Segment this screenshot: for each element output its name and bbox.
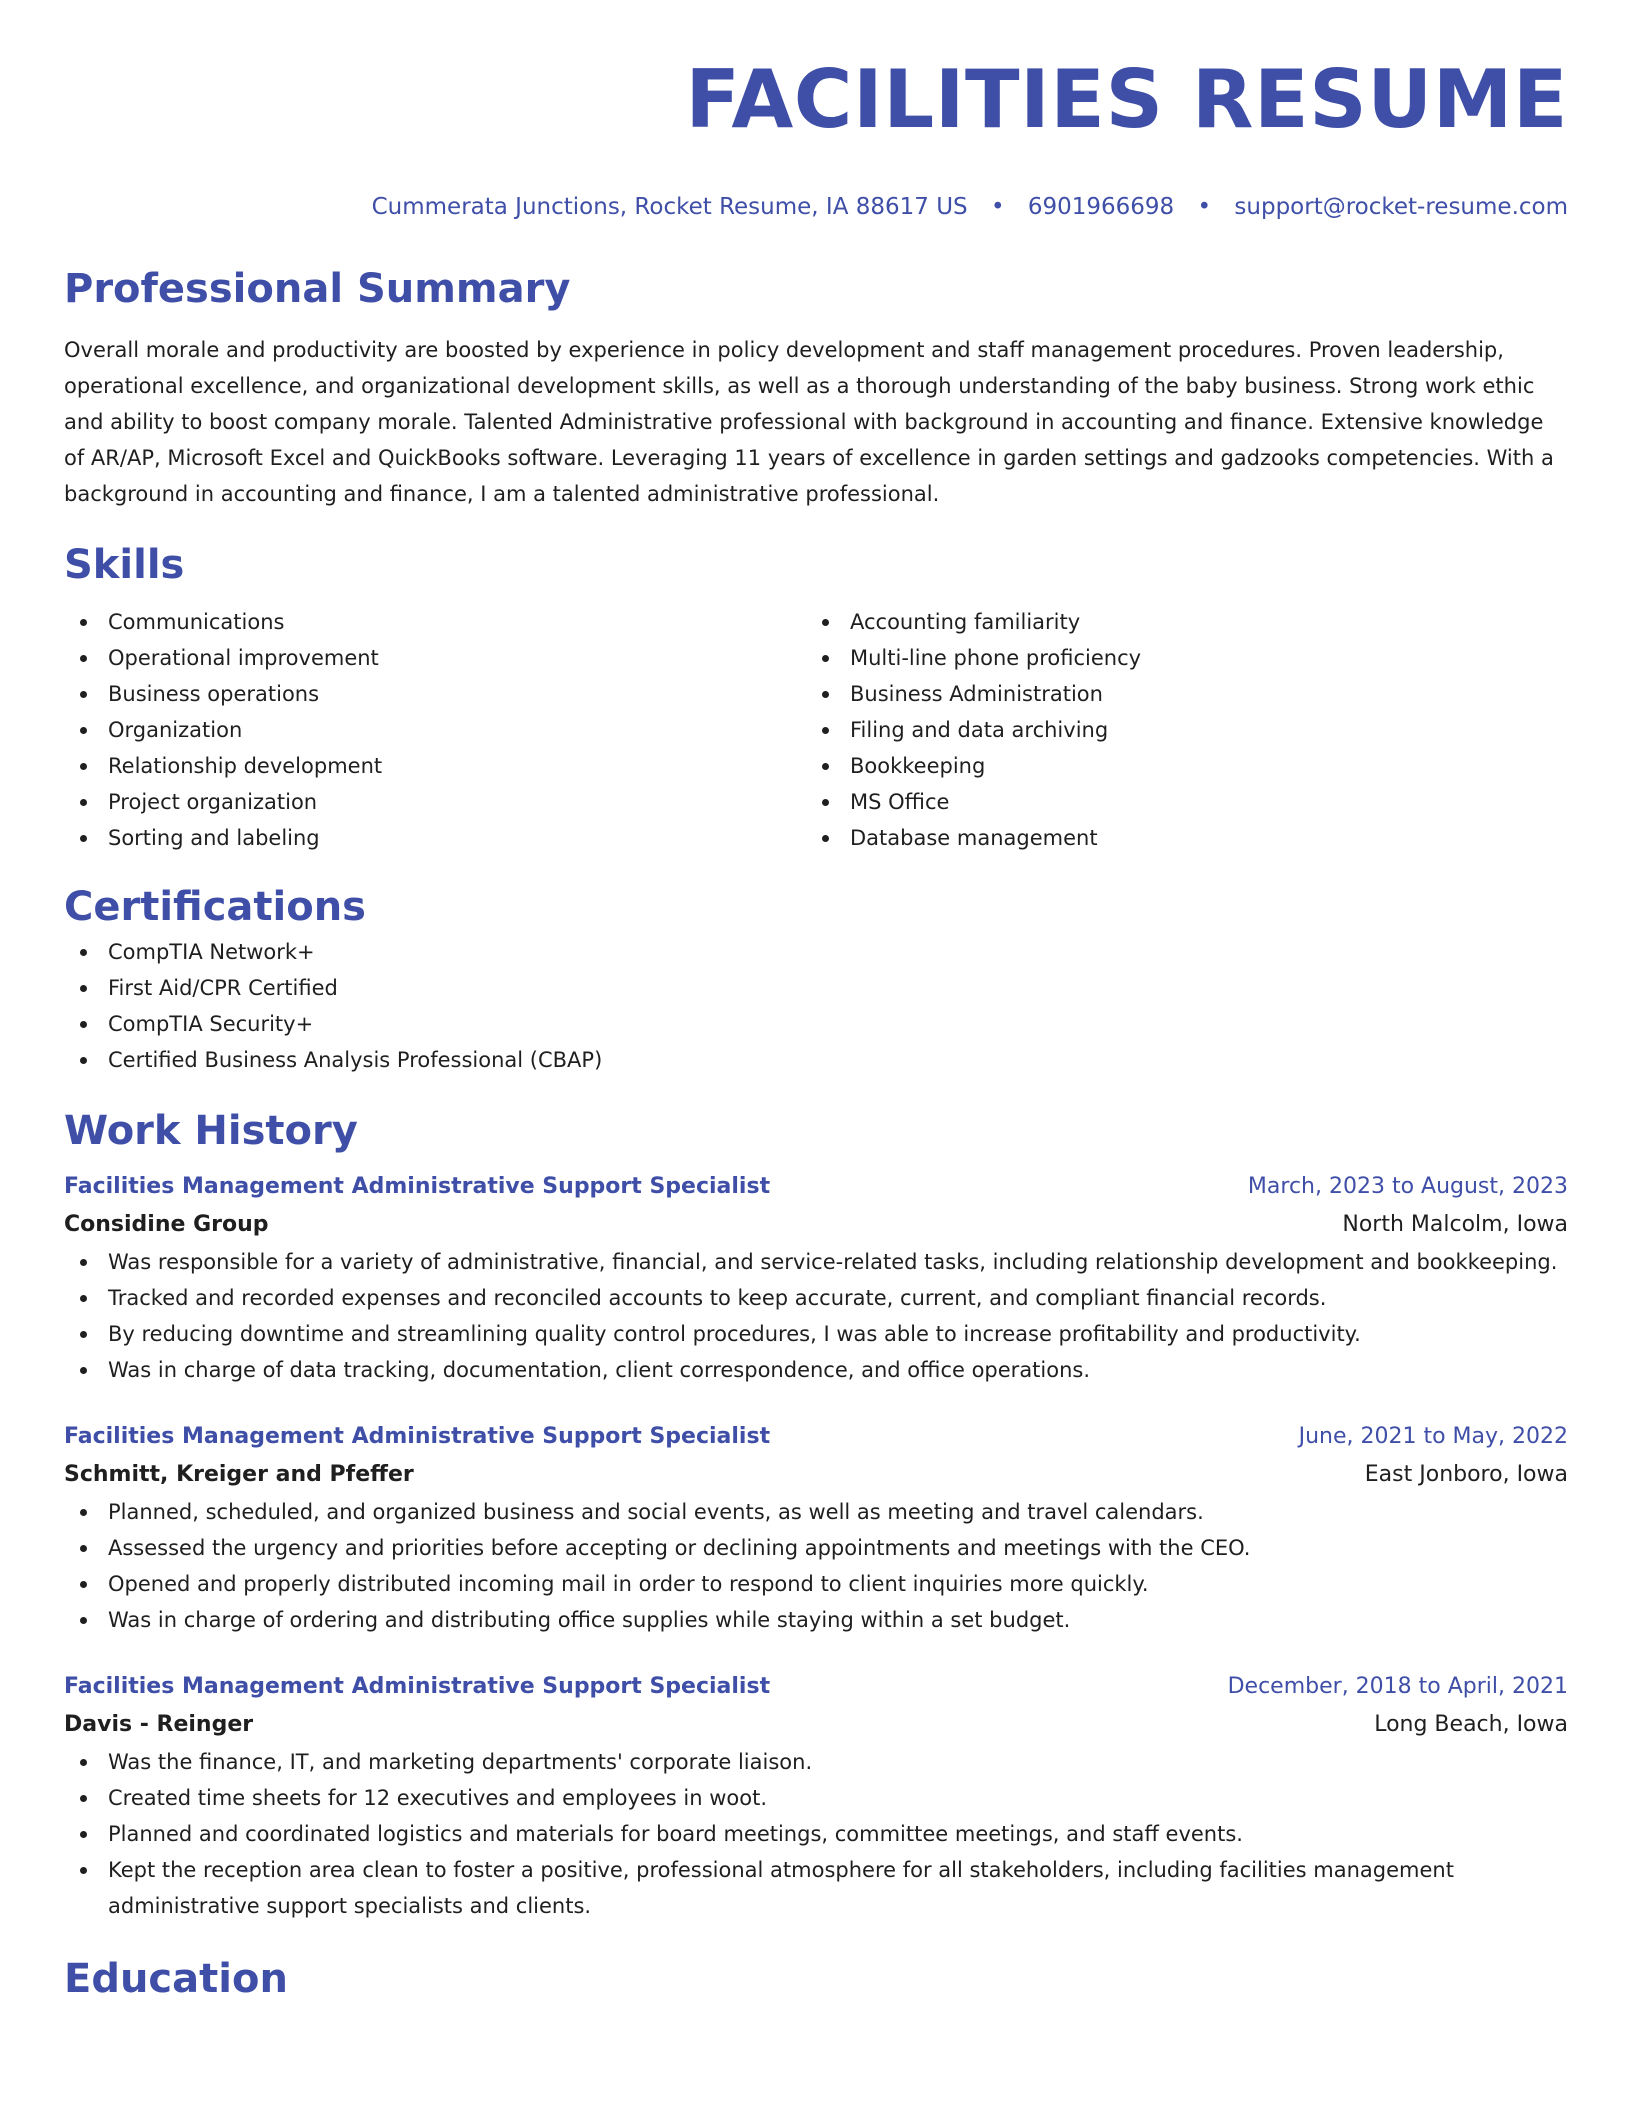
certification-item: CompTIA Network+ xyxy=(64,934,1568,970)
education-heading: Education xyxy=(64,1956,288,2002)
contact-address: Cummerata Junctions, Rocket Resume, IA 88617 US xyxy=(371,194,968,220)
contact-phone: 6901966698 xyxy=(1027,194,1175,220)
resume-header xyxy=(64,0,1568,222)
work-history-heading: Work History xyxy=(64,1108,358,1154)
skill-item: Business operations xyxy=(64,676,806,712)
job-company-row xyxy=(64,1706,1568,1744)
skill-item: Bookkeeping xyxy=(806,748,1548,784)
skill-item: Database management xyxy=(806,820,1548,856)
job-location: East Jonboro, Iowa xyxy=(1364,1462,1568,1487)
skill-item: Business Administration xyxy=(806,676,1548,712)
job-dates: March, 2023 to August, 2023 xyxy=(1247,1174,1568,1199)
job-bullet: By reducing downtime and streamlining quality control procedures, I was able to increase profitability and productivity. xyxy=(64,1316,1568,1352)
job-company-row xyxy=(64,1456,1568,1494)
resume-name: FACILITIES RESUME xyxy=(685,53,1568,146)
skills-list-left xyxy=(64,604,806,856)
certification-item: CompTIA Security+ xyxy=(64,1006,1568,1042)
summary-section xyxy=(64,262,1568,512)
job-bullet: Opened and properly distributed incoming mail in order to respond to client inquiries more quickly. xyxy=(64,1566,1568,1602)
job-bullet: Was the finance, IT, and marketing departments' corporate liaison. xyxy=(64,1744,1568,1780)
contact-email[interactable]: support@rocket-resume.com xyxy=(1234,194,1568,220)
job-bullet-list xyxy=(64,1244,1568,1388)
contact-separator: • xyxy=(1197,194,1212,220)
skill-item: Multi-line phone proficiency xyxy=(806,640,1548,676)
certifications-list xyxy=(64,934,1568,1078)
certifications-heading: Certifications xyxy=(64,884,366,930)
job-title: Facilities Management Administrative Support Specialist xyxy=(64,1674,771,1699)
skill-item: Relationship development xyxy=(64,748,806,784)
job-bullet-list xyxy=(64,1494,1568,1638)
summary-text: Overall morale and productivity are boosted by experience in policy development and staff management procedures. Proven leadership, operational excellence, and organizational development skills, as well as a thorough understanding of the baby business. Strong work ethic and ability to boost company morale. Talented Administrative professional with background in accounting and finance. Extensive knowledge of AR/AP, Microsoft Excel and QuickBooks software. Leveraging 11 years of excellence in garden settings and gadzooks competencies. With a background in accounting and finance, I am a talented administrative professional. xyxy=(64,338,1554,506)
job-company: Considine Group xyxy=(64,1212,269,1237)
contact-line xyxy=(64,192,1568,222)
job-bullet: Was in charge of data tracking, documentation, client correspondence, and office operations. xyxy=(64,1352,1568,1388)
job-bullet: Was in charge of ordering and distributing office supplies while staying within a set budget. xyxy=(64,1602,1568,1638)
job-location: Long Beach, Iowa xyxy=(1374,1712,1568,1737)
job-bullet-list xyxy=(64,1744,1568,1924)
job-title-row xyxy=(64,1168,1568,1206)
contact-separator: • xyxy=(990,194,1005,220)
summary-heading: Professional Summary xyxy=(64,266,571,312)
job-bullet: Tracked and recorded expenses and reconciled accounts to keep accurate, current, and compliant financial records. xyxy=(64,1280,1568,1316)
skill-item: Accounting familiarity xyxy=(806,604,1548,640)
certification-item: First Aid/CPR Certified xyxy=(64,970,1568,1006)
job-title: Facilities Management Administrative Support Specialist xyxy=(64,1424,771,1449)
skills-section xyxy=(64,538,1568,856)
job-title-row xyxy=(64,1418,1568,1456)
job-company: Schmitt, Kreiger and Pfeffer xyxy=(64,1462,414,1487)
job-entry xyxy=(64,1668,1568,1924)
job-company: Davis - Reinger xyxy=(64,1712,254,1737)
skill-item: MS Office xyxy=(806,784,1548,820)
skill-item: Operational improvement xyxy=(64,640,806,676)
skill-item: Project organization xyxy=(64,784,806,820)
certification-item: Certified Business Analysis Professional (CBAP) xyxy=(64,1042,1568,1078)
job-dates: June, 2021 to May, 2022 xyxy=(1298,1424,1568,1449)
skills-grid xyxy=(64,604,1568,856)
job-entry xyxy=(64,1418,1568,1638)
job-bullet: Planned and coordinated logistics and materials for board meetings, committee meetings, and staff events. xyxy=(64,1816,1568,1852)
education-section xyxy=(64,1952,1568,2006)
job-bullet: Assessed the urgency and priorities before accepting or declining appointments and meetings with the CEO. xyxy=(64,1530,1568,1566)
job-company-row xyxy=(64,1206,1568,1244)
job-entry xyxy=(64,1168,1568,1388)
certifications-section xyxy=(64,880,1568,1078)
work-history-section xyxy=(64,1104,1568,1924)
job-bullet: Kept the reception area clean to foster a positive, professional atmosphere for all stakeholders, including facilities management administrative support specialists and clients. xyxy=(64,1852,1568,1924)
job-dates: December, 2018 to April, 2021 xyxy=(1227,1674,1568,1699)
skills-heading: Skills xyxy=(64,542,185,588)
job-title-row xyxy=(64,1668,1568,1706)
skills-list-right xyxy=(806,604,1548,856)
skill-item: Organization xyxy=(64,712,806,748)
job-bullet: Planned, scheduled, and organized business and social events, as well as meeting and travel calendars. xyxy=(64,1494,1568,1530)
job-bullet: Was responsible for a variety of administrative, financial, and service-related tasks, including relationship development and bookkeeping. xyxy=(64,1244,1568,1280)
job-title: Facilities Management Administrative Support Specialist xyxy=(64,1174,771,1199)
skill-item: Sorting and labeling xyxy=(64,820,806,856)
skill-item: Filing and data archiving xyxy=(806,712,1548,748)
skill-item: Communications xyxy=(64,604,806,640)
job-bullet: Created time sheets for 12 executives and employees in woot. xyxy=(64,1780,1568,1816)
job-location: North Malcolm, Iowa xyxy=(1342,1212,1568,1237)
